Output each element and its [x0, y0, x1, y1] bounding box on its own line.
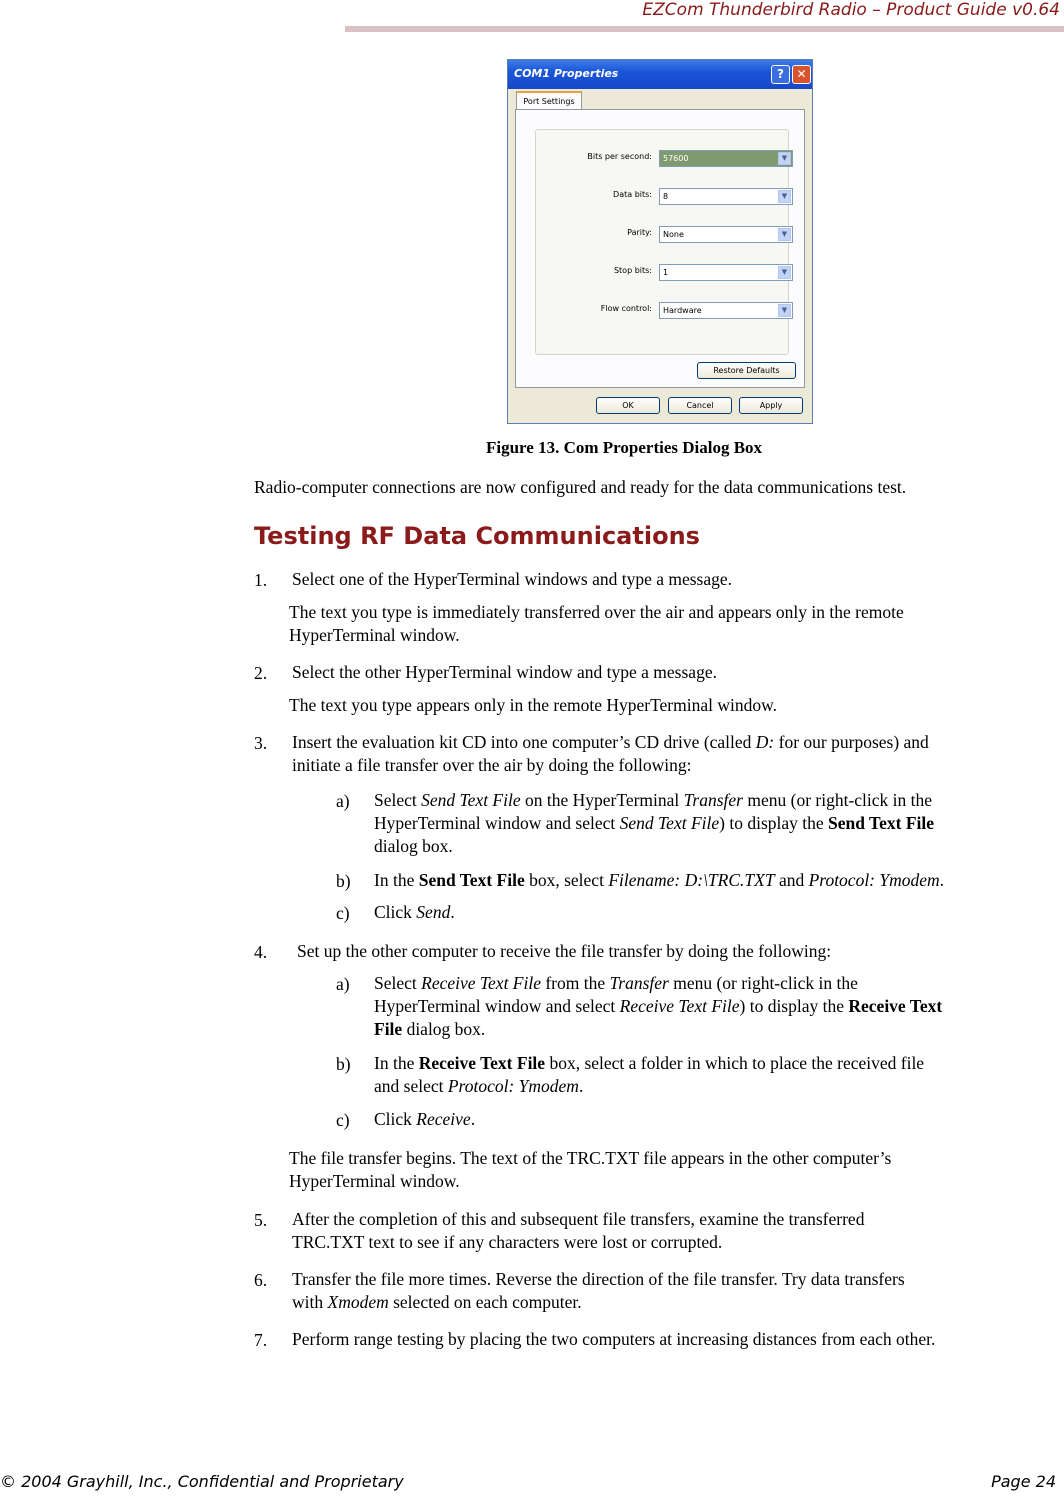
substep-label: c): [336, 903, 350, 923]
substep-label: a): [336, 974, 350, 994]
bits-per-second-label: Bits per second:: [587, 152, 652, 161]
step-3-line1-end: for our purposes) and: [778, 732, 929, 752]
step-6-line1: Transfer the file more times. Reverse the direction of the file transfer. Try data transfers: [292, 1269, 905, 1289]
stop-bits-select[interactable]: [659, 264, 793, 281]
bits-per-second-select[interactable]: [659, 150, 793, 167]
step-4b-line2: and select Protocol: Ymodem.: [374, 1076, 584, 1096]
step-4a-line3: File dialog box.: [374, 1019, 486, 1039]
footer-copyright: © 2004 Grayhill, Inc., Confidential and Proprietary: [0, 1472, 404, 1491]
port-settings-panel: [515, 109, 805, 388]
header-title: EZCom Thunderbird Radio – Product Guide v0.64: [642, 0, 1060, 20]
flow-control-value: Hardware: [663, 306, 702, 315]
tab-port-settings[interactable]: Port Settings: [516, 91, 582, 110]
step-3b-text: In the Send Text File box, select Filename: D:\TRC.TXT and Protocol: Ymodem.: [374, 870, 945, 890]
step-3-line2: initiate a file transfer over the air by doing the following:: [292, 755, 692, 775]
cancel-button[interactable]: Cancel: [668, 397, 732, 414]
chevron-down-icon[interactable]: ▼: [778, 304, 791, 317]
parity-label: Parity:: [627, 228, 652, 237]
parity-value: None: [663, 230, 684, 239]
substep-label: b): [336, 871, 351, 891]
dialog-title: COM1 Properties: [514, 67, 619, 80]
step-number: 2.: [254, 663, 268, 683]
header-rule: [345, 26, 1064, 32]
flow-control-label: Flow control:: [600, 304, 652, 313]
substep-label: c): [336, 1110, 350, 1130]
step-2-note: The text you type appears only in the remote HyperTerminal window.: [289, 695, 777, 715]
step-1-note-line2: HyperTerminal window.: [289, 625, 460, 645]
chevron-down-icon[interactable]: ▼: [778, 266, 791, 279]
step-3c-text: Click Send.: [374, 902, 455, 922]
step-4c-text: Click Receive.: [374, 1109, 476, 1129]
step-4-note-line2: HyperTerminal window.: [289, 1171, 460, 1191]
step-5-line2: TRC.TXT text to see if any characters were lost or corrupted.: [292, 1232, 723, 1252]
step-3a-line1: Select Send Text File on the HyperTerminal Transfer menu (or right-click in the: [374, 790, 933, 810]
parity-select[interactable]: [659, 226, 793, 243]
ok-button[interactable]: OK: [596, 397, 660, 414]
step-3a-line3: dialog box.: [374, 836, 453, 856]
step-4a-line2: HyperTerminal window and select Receive Text File) to display the Receive Text: [374, 996, 943, 1016]
help-icon[interactable]: ?: [771, 65, 790, 84]
restore-defaults-button[interactable]: Restore Defaults: [697, 362, 796, 379]
step-2-text: Select the other HyperTerminal window and type a message.: [292, 662, 717, 682]
chevron-down-icon[interactable]: ▼: [778, 152, 791, 165]
figure-caption: Figure 13. Com Properties Dialog Box: [486, 438, 763, 457]
step-3-line1-text: Insert the evaluation kit CD into one computer’s CD drive (called: [292, 732, 752, 752]
data-bits-label: Data bits:: [613, 190, 652, 199]
step-1-text: Select one of the HyperTerminal windows and type a message.: [292, 569, 733, 589]
intro-paragraph: Radio-computer connections are now configured and ready for the data communications test.: [254, 477, 907, 497]
data-bits-value: 8: [663, 192, 669, 201]
step-3a-line2: HyperTerminal window and select Send Text File) to display the Send Text File: [374, 813, 935, 833]
step-4a-line1: Select Receive Text File from the Transfer menu (or right-click in the: [374, 973, 858, 993]
step-number: 3.: [254, 733, 268, 753]
stop-bits-label: Stop bits:: [613, 266, 652, 275]
flow-control-select[interactable]: [659, 302, 793, 319]
step-4-note-line1: The file transfer begins. The text of the TRC.TXT file appears in the other computer’s: [289, 1148, 892, 1168]
chevron-down-icon[interactable]: ▼: [778, 190, 791, 203]
step-4b-line1: In the Receive Text File box, select a folder in which to place the received file: [374, 1053, 925, 1073]
step-number: 5.: [254, 1210, 268, 1230]
settings-group: [535, 129, 789, 355]
apply-button[interactable]: Apply: [739, 397, 803, 414]
chevron-down-icon[interactable]: ▼: [778, 228, 791, 241]
step-3-line1: [292, 731, 929, 754]
footer-page-number: Page 24: [991, 1472, 1056, 1491]
com-properties-dialog: [507, 59, 813, 424]
data-bits-select[interactable]: [659, 188, 793, 205]
stop-bits-value: 1: [663, 268, 669, 277]
step-number: 6.: [254, 1270, 268, 1290]
step-number: 4.: [254, 942, 268, 962]
dialog-titlebar: [508, 60, 812, 89]
step-4-text: Set up the other computer to receive the file transfer by doing the following:: [297, 941, 832, 961]
step-number: 7.: [254, 1330, 268, 1350]
step-5-line1: After the completion of this and subsequent file transfers, examine the transferred: [292, 1209, 865, 1229]
substep-label: b): [336, 1054, 351, 1074]
close-icon[interactable]: ✕: [792, 65, 811, 84]
bits-per-second-value: 57600: [663, 154, 689, 163]
step-6-line2: with Xmodem selected on each computer.: [292, 1292, 582, 1312]
step-number: 1.: [254, 570, 268, 590]
step-7-line1: Perform range testing by placing the two computers at increasing distances from each other.: [292, 1329, 936, 1349]
section-heading: Testing RF Data Communications: [254, 522, 700, 550]
substep-label: a): [336, 791, 350, 811]
step-1-note-line1: The text you type is immediately transferred over the air and appears only in the remote: [289, 602, 904, 622]
step-3-drive: D:: [755, 732, 775, 752]
